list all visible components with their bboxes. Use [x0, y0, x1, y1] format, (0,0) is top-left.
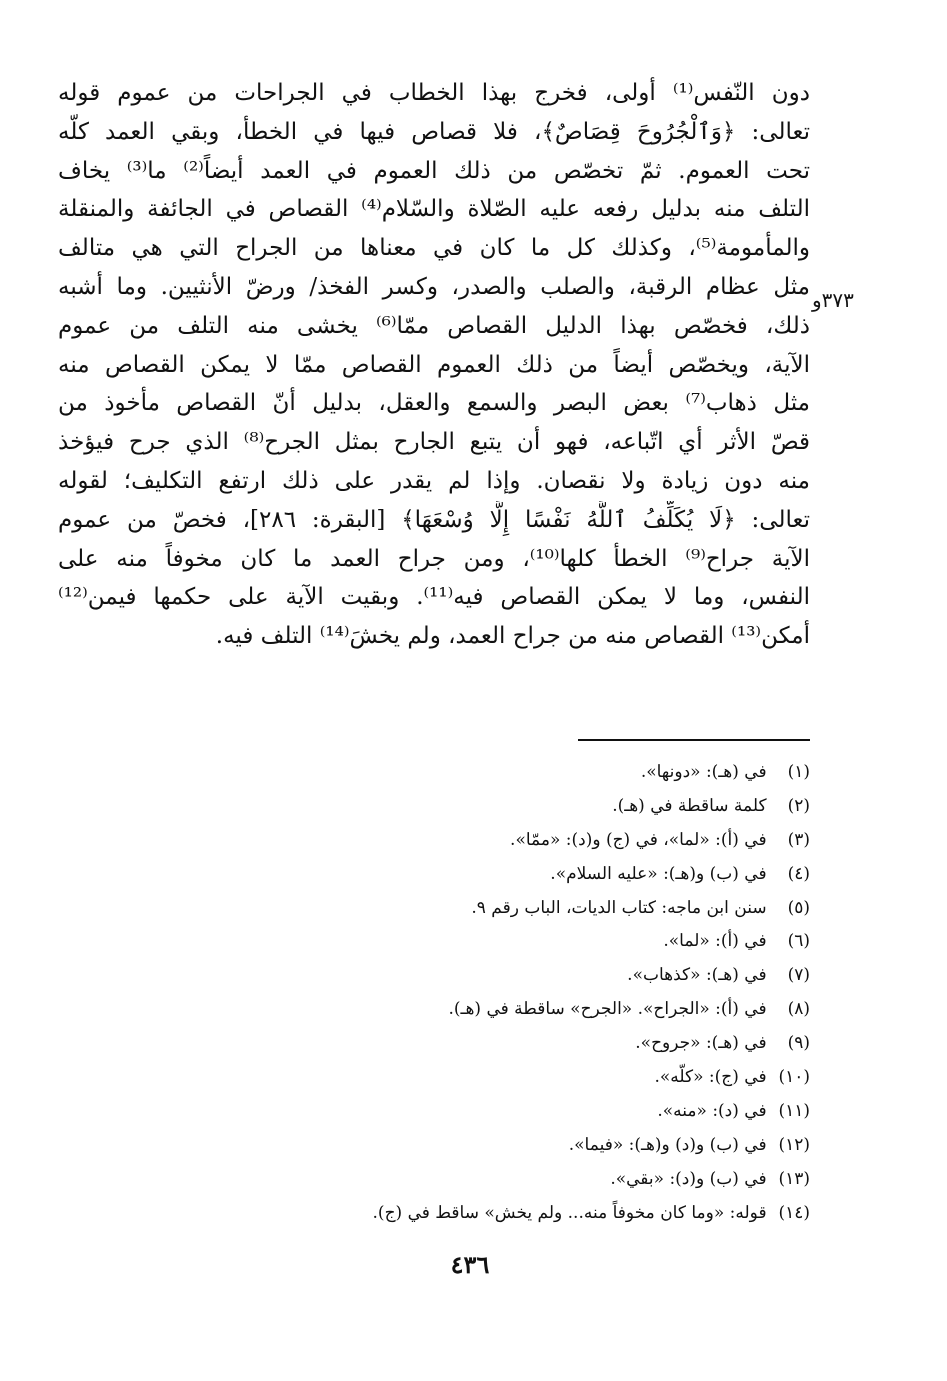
footnote-text: في (ج): «كلّه».	[654, 1067, 767, 1088]
footnote-text: في (هـ): «كذهاب».	[627, 965, 767, 986]
manuscript-folio-marker: ٣٧٣و	[812, 288, 854, 312]
footnote-text: في (هـ): «دونها».	[640, 762, 767, 782]
footnote-text: في (أ): «الجراح». «الجرح» ساقطة في (هـ).	[448, 999, 767, 1020]
footnote	[260, 959, 810, 993]
footnote-text: في (ب) و(د): «بقي».	[610, 1168, 767, 1189]
footnote-number: (١٠)	[778, 1067, 810, 1088]
text-line: مثل عظام الرقبة، والصلب والصدر، وكسر الفخذ/ ورضّ الأنثيين. وما أشبه	[58, 273, 810, 300]
text-line: تعالى: ﴿وَٱلْجُرُوحَ قِصَاصٌ﴾، فلا قصاص فيها في الخطأ، وبقي العمد كلّه	[58, 118, 810, 145]
footnote	[260, 1061, 810, 1095]
text-line: تحت العموم. ثمّ تخصّص من ذلك العموم في العمد أيضاً⁽²⁾ ما⁽³⁾ يخاف	[58, 157, 810, 184]
text-line: التلف منه بدليل رفعه عليه الصّلاة والسّلام⁽⁴⁾ القصاص في الجائفة والمنقلة	[58, 196, 810, 223]
footnote-text: في (أ): «لما».	[663, 931, 767, 952]
text-line: النفس، وما لا يمكن القصاص فيه⁽¹¹⁾. وبقيت الآية على حكمها فيمن⁽¹²⁾	[58, 584, 810, 611]
footnote-number: (١٤)	[778, 1202, 810, 1223]
footnote	[260, 1095, 810, 1129]
footnote-number: (٥)	[787, 897, 810, 918]
text-line: مثل ذهاب⁽⁷⁾ بعض البصر والسمع والعقل، بدليل أنّ القصاص مأخوذ من	[58, 390, 810, 417]
footnote-text: في (هـ): «جروح».	[635, 1033, 767, 1054]
footnote	[260, 993, 810, 1027]
footnote-number: (٢)	[787, 795, 810, 816]
footnote-number: (١٣)	[778, 1168, 810, 1189]
footnote-number: (١١)	[778, 1100, 810, 1121]
text-line: دون النّفس⁽¹⁾ أولى، فخرج بهذا الخطاب في الجراحات من عموم قوله	[58, 80, 810, 106]
footnote-text: في (د): «منه».	[657, 1100, 767, 1121]
page-number: ٤٣٦	[450, 1250, 490, 1279]
footnote-number: (١٢)	[778, 1134, 810, 1155]
footnote-number: (٦)	[787, 931, 810, 952]
footnote-number: (٩)	[787, 1033, 810, 1054]
footnote-number: (٨)	[787, 999, 810, 1020]
text-line: تعالى: ﴿لَا يُكَلِّفُ ٱللَّهُ نَفْسًا إِلَّا وُسْعَهَا﴾ [البقرة: ٢٨٦]، فخصّ من عموم	[58, 506, 810, 533]
footnote-text: في (أ): «لما»، في (ج) و(د): «ممّا».	[510, 829, 767, 850]
footnote-text: سنن ابن ماجه: كتاب الديات، الباب رقم ٩.	[471, 897, 767, 918]
footnote	[260, 858, 810, 892]
text-line: الآية، ويخصّص أيضاً من ذلك العموم القصاص ممّا لا يمكن القصاص منه	[58, 351, 810, 378]
text-line: ذلك، فخصّص بهذا الدليل القصاص ممّا⁽⁶⁾ يخشى منه التلف من عموم	[58, 312, 810, 339]
footnote	[260, 1197, 810, 1231]
text-line: قصّ الأثر أي اتّباعه، فهو أن يتبع الجارح بمثل الجرح⁽⁸⁾ الذي جرح فيؤخذ	[58, 429, 810, 456]
footnote	[260, 1027, 810, 1061]
text-line: والمأمومة⁽⁵⁾، وكذلك كل ما كان في معناها من الجراح التي هي متالف	[58, 235, 810, 262]
footnote	[260, 892, 810, 926]
main-text	[58, 74, 810, 656]
footnote-number: (١)	[787, 762, 810, 782]
footnote	[260, 925, 810, 959]
footnote	[260, 1163, 810, 1197]
footnote-divider	[578, 739, 810, 741]
footnote	[260, 824, 810, 858]
footnote	[260, 1129, 810, 1163]
footnote-number: (٤)	[787, 863, 810, 884]
footnote-text: في (ب) و(د) و(هـ): «فيما».	[568, 1134, 767, 1155]
footnote-text: في (ب) و(هـ): «عليه السلام».	[550, 863, 767, 884]
text-line: منه دون زيادة ولا نقصان. وإذا لم يقدر على ذلك ارتفع التكليف؛ لقوله	[58, 467, 810, 494]
text-line: الآية جراح⁽⁹⁾ الخطأ كلها⁽¹⁰⁾، ومن جراح العمد ما كان مخوفاً منه على	[58, 545, 810, 572]
footnote	[260, 790, 810, 824]
footnote-number: (٧)	[787, 965, 810, 986]
footnote-text: كلمة ساقطة في (هـ).	[612, 795, 767, 816]
footnote	[260, 756, 810, 790]
text-line: أمكن⁽¹³⁾ القصاص منه من جراح العمد، ولم يخشَ⁽¹⁴⁾ التلف فيه.	[215, 623, 810, 650]
footnote-text: قوله: «وما كان مخوفاً منه... ولم يخش» ساقط في (ج).	[372, 1202, 767, 1223]
footnote-number: (٣)	[787, 829, 810, 850]
footnotes	[260, 756, 810, 1230]
